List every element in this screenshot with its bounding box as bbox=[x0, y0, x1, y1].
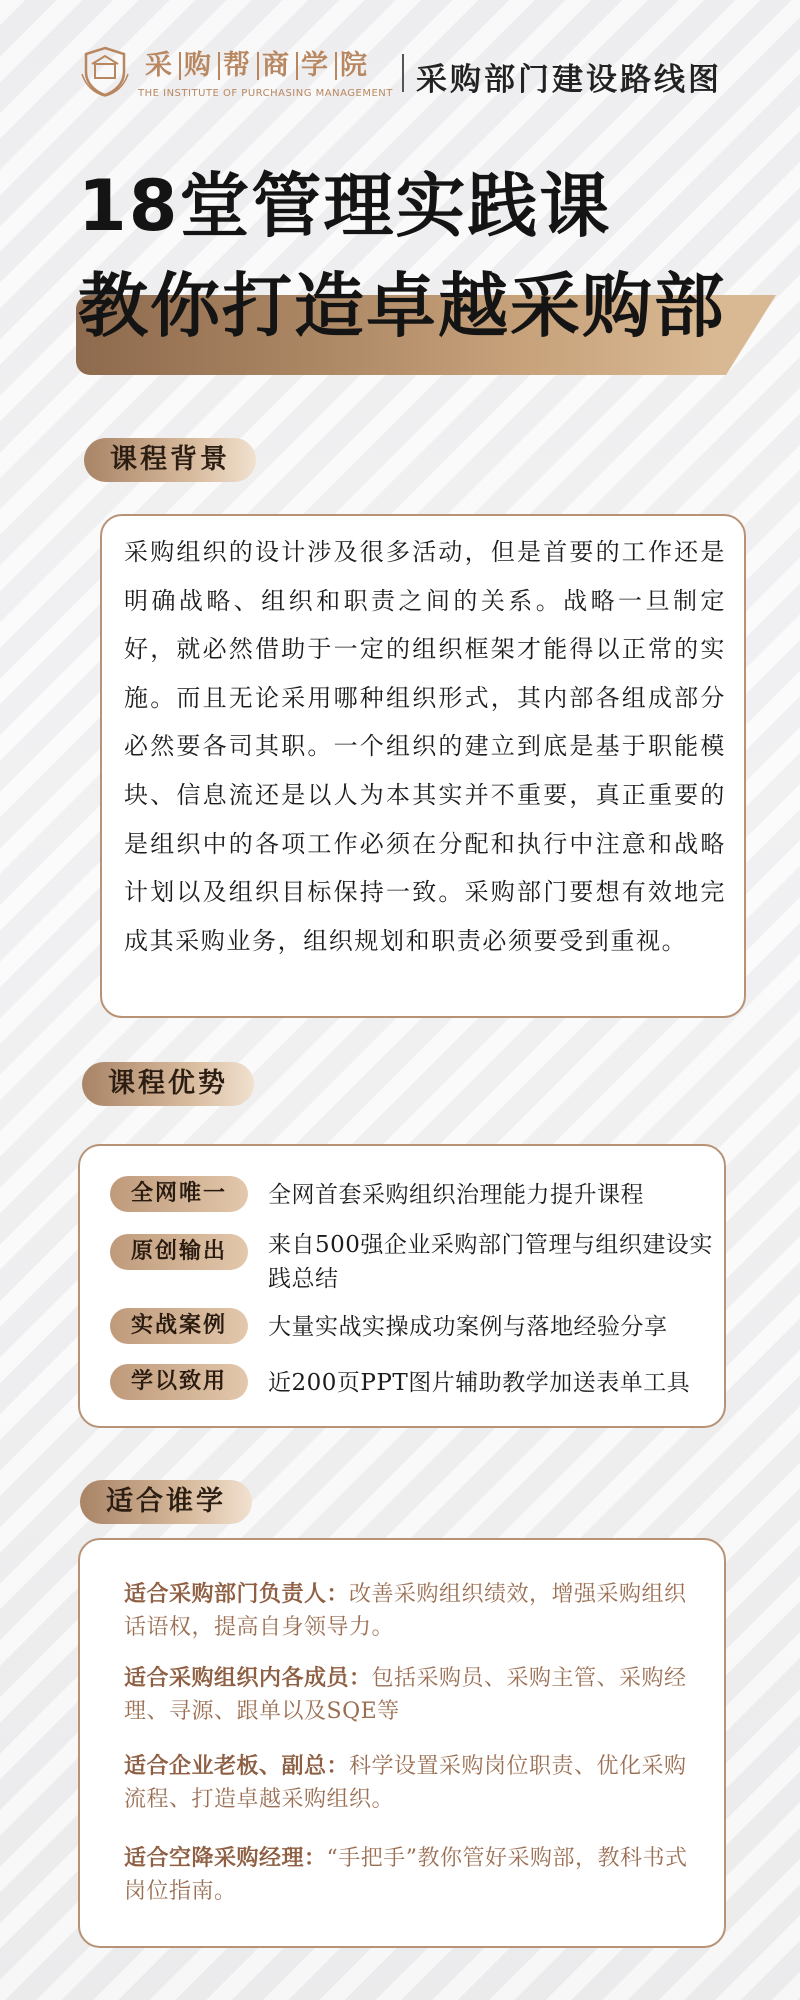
audience-item-text: 包括采购员、采购主管、采购经理、寻源、跟单以及SQE等 bbox=[124, 1666, 687, 1724]
logo-char: 学 bbox=[298, 52, 337, 80]
audience-card bbox=[78, 1538, 726, 1948]
audience-item-lead: 适合空降采购经理： bbox=[124, 1845, 327, 1871]
advantages-card bbox=[78, 1144, 726, 1428]
academy-english-name: THE INSTITUTE OF PURCHASING MANAGEMENT bbox=[138, 88, 393, 99]
audience-item-lead: 适合采购组织内各成员： bbox=[124, 1665, 372, 1691]
audience-item-text: 科学设置采购岗位职责、优化采购流程、打造卓越采购组织。 bbox=[124, 1754, 687, 1812]
background-text: 采购组织的设计涉及很多活动，但是首要的工作还是明确战略、组织和职责之间的关系。战略一旦制定好，就必然借助于一定的组织框架才能得以正常的实施。而且无论采用哪种组织形式，其内部各组成部分必然要各司其职。一个组织的建立到底是基于职能模块、信息流还是以人为本其实并不重要，真正重要的是组织中的各项工作必须在分配和执行中注意和战略计划以及组织目标保持一致。采购部门要想有效地完成其采购业务，组织规划和职责必须要受到重视。 bbox=[124, 538, 726, 955]
academy-name bbox=[142, 50, 374, 81]
audience-item bbox=[124, 1578, 694, 1644]
advantage-tag: 全网唯一 bbox=[110, 1176, 248, 1212]
audience-item bbox=[124, 1662, 694, 1728]
audience-item-text: 改善采购组织绩效，增强采购组织话语权，提高自身领导力。 bbox=[124, 1582, 687, 1640]
header-divider bbox=[402, 54, 404, 92]
header-title: 采购部门建设路线图 bbox=[416, 62, 722, 98]
advantage-tag: 学以致用 bbox=[110, 1364, 248, 1400]
hero-title-line-2: 教你打造卓越采购部 bbox=[78, 265, 726, 347]
advantage-description: 来自500强企业采购部门管理与组织建设实践总结 bbox=[268, 1232, 713, 1292]
audience-item-lead: 适合采购部门负责人： bbox=[124, 1581, 350, 1607]
advantage-description: 近200页PPT图片辅助教学加送表单工具 bbox=[268, 1370, 691, 1396]
logo-char: 院 bbox=[340, 50, 371, 81]
audience-item bbox=[124, 1842, 694, 1908]
section-heading-audience: 适合谁学 bbox=[80, 1480, 252, 1524]
advantage-description: 大量实战实操成功案例与落地经验分享 bbox=[268, 1314, 668, 1340]
advantage-description: 全网首套采购组织治理能力提升课程 bbox=[268, 1182, 644, 1208]
logo-char: 帮 bbox=[220, 52, 259, 80]
hero-title-line-1: 18堂管理实践课 bbox=[78, 165, 612, 247]
logo-char: 商 bbox=[259, 52, 298, 80]
section-heading-background: 课程背景 bbox=[84, 438, 256, 482]
advantage-tag: 实战案例 bbox=[110, 1308, 248, 1344]
section-heading-advantages: 课程优势 bbox=[82, 1062, 254, 1106]
advantage-tag: 原创输出 bbox=[110, 1234, 248, 1270]
audience-item-lead: 适合企业老板、副总： bbox=[124, 1753, 350, 1779]
audience-item-text: “手把手”教你管好采购部，教科书式岗位指南。 bbox=[124, 1846, 688, 1904]
hero-accent-bar-tip bbox=[726, 295, 776, 375]
academy-emblem-icon bbox=[78, 44, 132, 98]
logo-char: 采 bbox=[142, 52, 181, 80]
audience-item bbox=[124, 1750, 694, 1816]
logo-char: 购 bbox=[181, 52, 220, 80]
background-card bbox=[100, 514, 746, 1018]
